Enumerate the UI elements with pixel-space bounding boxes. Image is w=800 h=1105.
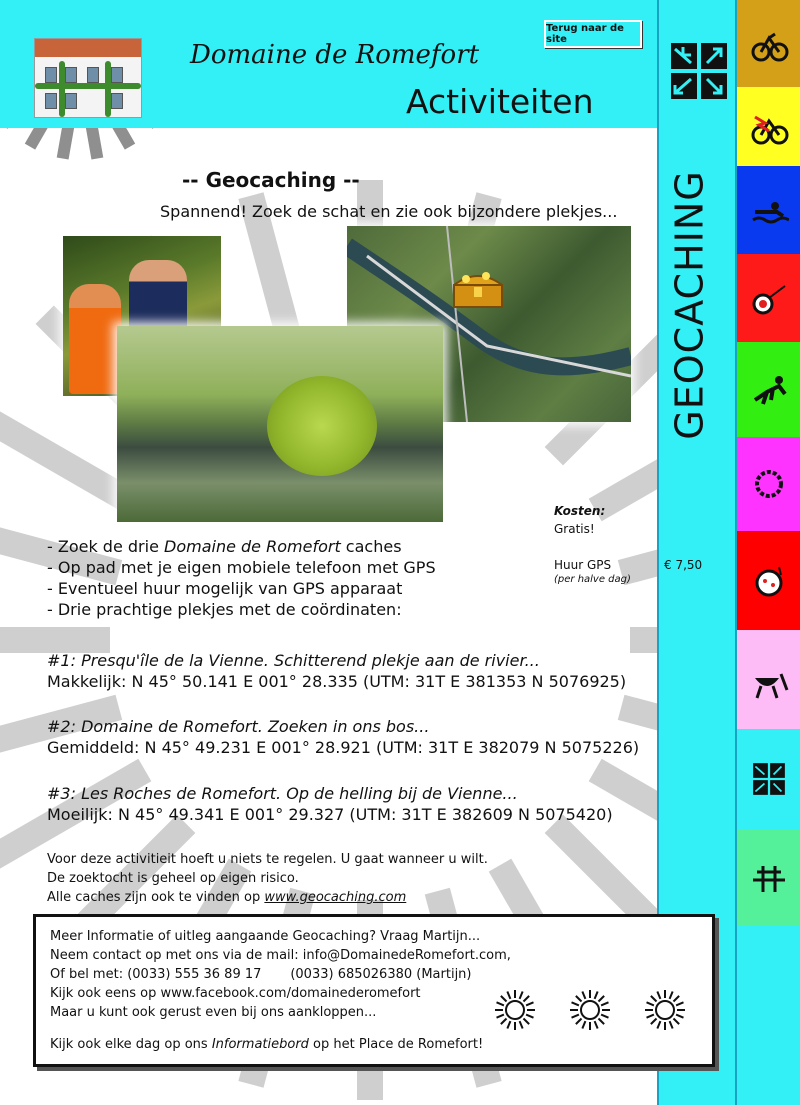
geocache-side-cell (737, 729, 800, 829)
ring-icon (749, 464, 789, 504)
costs-heading: Kosten: (554, 504, 606, 518)
site-title: Domaine de Romefort (190, 40, 480, 70)
cache-title: #1: Presqu'île de la Vienne. Schitterend plekje aan de rivier... (47, 651, 540, 670)
notes: Voor deze activitieit hoeft u niets te regelen. U gaat wanneer u wilt. De zoektocht is geheel op eigen risico. Alle caches zijn ook te vinden op www.geocaching.com (47, 852, 488, 905)
category-archery[interactable] (737, 254, 800, 343)
bbq-icon (749, 660, 789, 700)
bike-rental-icon (749, 107, 789, 147)
geocache-small-icon (752, 762, 786, 796)
archery-icon (749, 278, 789, 318)
category-bbq[interactable] (737, 630, 800, 730)
costs-gps-label: Huur GPS (554, 558, 612, 572)
climbing-icon (749, 370, 789, 410)
cache-1 (47, 650, 626, 692)
category-picnic[interactable] (737, 829, 800, 927)
category-filler (737, 926, 800, 1105)
list-item: - Drie prachtige plekjes met de coördinaten: (47, 600, 402, 619)
bike-icon (749, 24, 789, 64)
cache-coords: Gemiddeld: N 45° 49.231 E 001° 28.921 (UTM: 31T E 382079 N 5075226) (47, 738, 640, 757)
category-swim[interactable] (737, 166, 800, 255)
geocaching-vertical-title: GEOCACHING (668, 170, 713, 440)
category-food[interactable] (737, 531, 800, 631)
page-title: Activiteiten (406, 82, 594, 121)
treasure-chest-icon (450, 267, 506, 313)
sun-icons (495, 985, 695, 1035)
cache-3 (47, 783, 613, 825)
costs-free: Gratis! (554, 522, 595, 536)
category-ring[interactable] (737, 437, 800, 532)
picnic-icon (749, 858, 789, 898)
house-logo (34, 38, 142, 118)
food-icon (749, 561, 789, 601)
cache-title: #2: Domaine de Romefort. Zoeken in ons bos... (47, 717, 430, 736)
geocaching-logo-icon (669, 41, 729, 101)
list-item: - Eventueel huur mogelijk van GPS apparaat (47, 579, 403, 598)
cache-coords: Makkelijk: N 45° 50.141 E 001° 28.335 (UTM: 31T E 381353 N 5076925) (47, 672, 627, 691)
category-bike[interactable] (737, 0, 800, 88)
tagline: Spannend! Zoek de schat en zie ook bijzondere plekjes... (160, 202, 618, 221)
river-photo (117, 326, 443, 522)
back-to-site-button[interactable]: Terug naar de site (544, 20, 642, 48)
info-last-line: Kijk ook elke dag op ons Informatiebord op het Place de Romefort! (50, 1037, 484, 1052)
cache-title: #3: Les Roches de Romefort. Op de helling bij de Vienne... (47, 784, 518, 803)
swim-icon (749, 190, 789, 230)
category-climbing[interactable] (737, 342, 800, 438)
info-box: Meer Informatie of uitleg aangaande Geocaching? Vraag Martijn... Neem contact op met ons via de mail: info@DomainedeRomefort.com, Of bel met: (0033) 555 36 89 17 (0033) 685026380 (Martijn) Kijk ook eens op www.facebook.com/domainederomefort Maar u kunt ook gerust even bij ons aankloppen... Kijk ook elke dag op ons Informatiebord op het Place de Romefort! (33, 914, 715, 1067)
list-item: - Zoek de drie Domaine de Romefort caches (47, 537, 402, 556)
costs-gps-price: € 7,50 (664, 558, 703, 572)
cache-coords: Moeilijk: N 45° 49.341 E 001° 29.327 (UTM: 31T E 382609 N 5075420) (47, 805, 613, 824)
cache-2 (47, 716, 639, 758)
list-item: - Op pad met je eigen mobiele telefoon met GPS (47, 558, 436, 577)
section-heading: -- Geocaching -- (182, 168, 360, 192)
feature-list (47, 536, 436, 620)
costs-gps-note: (per halve dag) (554, 574, 631, 585)
geocaching-link[interactable]: www.geocaching.com (264, 890, 407, 905)
category-bike-rental[interactable] (737, 87, 800, 167)
